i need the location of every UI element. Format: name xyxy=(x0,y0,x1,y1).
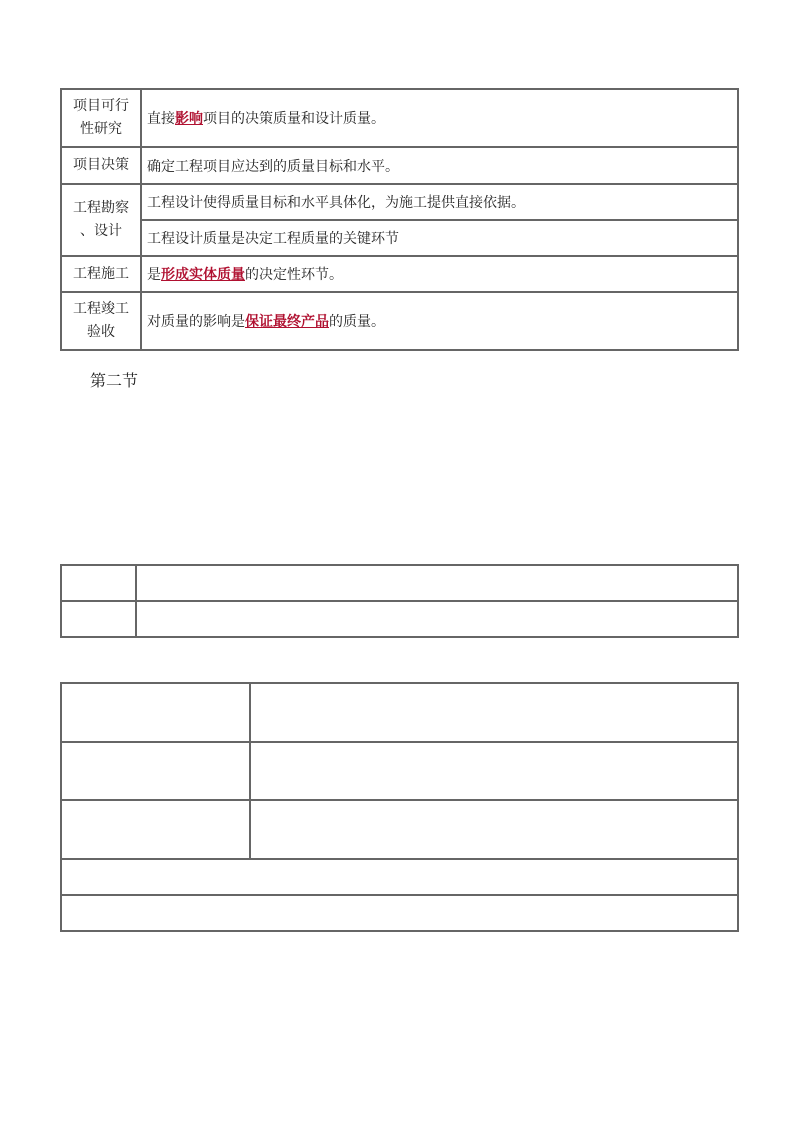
stage-label: 项目决策 xyxy=(73,157,129,173)
desc-highlight: 形成实体质量 xyxy=(161,267,245,283)
stage-cell xyxy=(61,184,141,256)
empty-cell xyxy=(250,800,738,859)
desc-text: 的质量。 xyxy=(329,314,385,330)
desc-text: 项目的决策质量和设计质量。 xyxy=(203,111,385,127)
stage-cell xyxy=(61,256,141,292)
stage-label-line1: 工程竣工 xyxy=(73,301,129,317)
desc-text: 的决定性环节。 xyxy=(245,267,343,283)
stage-label-line2: 性研究 xyxy=(80,121,122,137)
table-row xyxy=(61,683,738,742)
table-row xyxy=(61,147,738,184)
stage-cell xyxy=(61,89,141,147)
desc-cell xyxy=(141,292,738,350)
empty-cell xyxy=(61,859,738,895)
table-row xyxy=(61,184,738,220)
stage-label: 工程施工 xyxy=(73,265,129,282)
stage-cell xyxy=(61,147,141,184)
empty-table-2 xyxy=(60,564,739,638)
desc-text: 工程设计质量是决定工程质量的关键环节 xyxy=(147,231,399,247)
table-row xyxy=(61,256,738,292)
empty-cell xyxy=(61,742,250,800)
stage-cell xyxy=(61,292,141,350)
desc-text: 是 xyxy=(147,267,161,283)
table-row xyxy=(61,292,738,350)
desc-text: 对质量的影响是 xyxy=(147,314,245,330)
table-row xyxy=(61,601,738,637)
stage-label-line2: 、设计 xyxy=(80,223,122,239)
section-heading: 第二节 xyxy=(90,371,139,390)
desc-cell xyxy=(141,147,738,184)
table-row xyxy=(61,859,738,895)
stage-quality-table xyxy=(60,88,739,351)
desc-text: 确定工程项目应达到的质量目标和水平。 xyxy=(147,158,399,175)
desc-highlight: 影响 xyxy=(175,111,203,127)
empty-cell xyxy=(136,565,738,601)
empty-cell xyxy=(61,601,136,637)
empty-cell xyxy=(61,895,738,931)
empty-cell xyxy=(61,565,136,601)
desc-cell xyxy=(141,220,738,256)
desc-text: 工程设计使得质量目标和水平具体化，为施工提供直接依据。 xyxy=(147,195,525,211)
stage-label-line1: 工程勘察 xyxy=(73,200,129,216)
desc-cell xyxy=(141,184,738,220)
empty-cell xyxy=(136,601,738,637)
stage-label-line1: 项目可行 xyxy=(73,98,129,114)
empty-cell xyxy=(250,742,738,800)
stage-label-line2: 验收 xyxy=(87,324,115,340)
empty-table-3 xyxy=(60,682,739,932)
desc-cell xyxy=(141,89,738,147)
empty-cell xyxy=(61,683,250,742)
table-row xyxy=(61,895,738,931)
table-row xyxy=(61,89,738,147)
empty-cell xyxy=(61,800,250,859)
desc-cell xyxy=(141,256,738,292)
table-row xyxy=(61,800,738,859)
table-row xyxy=(61,742,738,800)
empty-cell xyxy=(250,683,738,742)
desc-highlight: 保证最终产品 xyxy=(245,314,329,330)
table-row xyxy=(61,220,738,256)
desc-text: 直接 xyxy=(147,111,175,127)
table-row xyxy=(61,565,738,601)
